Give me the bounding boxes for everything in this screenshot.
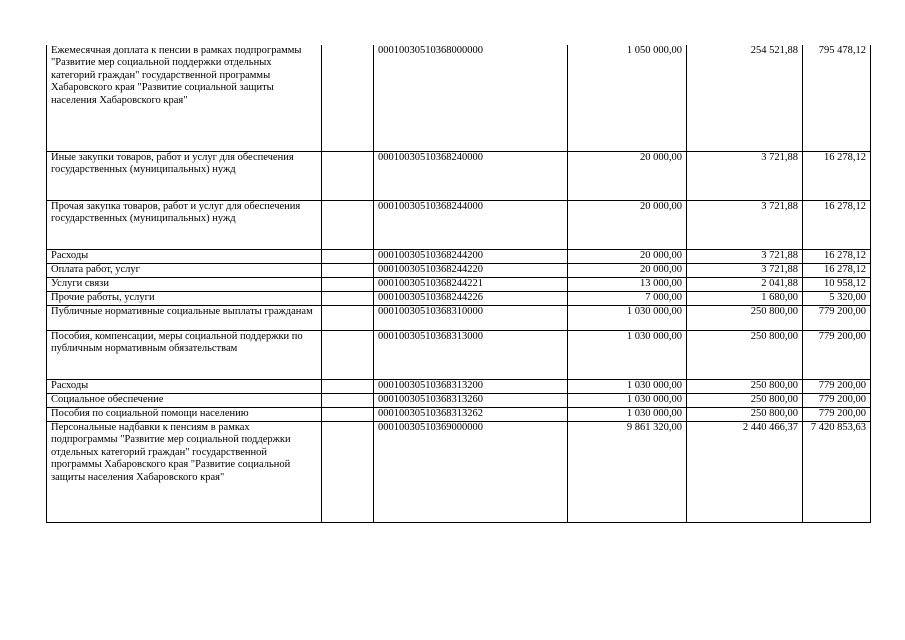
row-code-cell: 00010030510368244220 bbox=[374, 264, 568, 278]
row-name-cell: Публичные нормативные социальные выплаты гражданам bbox=[47, 306, 322, 331]
row-remainder-cell: 779 200,00 bbox=[803, 380, 871, 394]
row-executed-cell: 250 800,00 bbox=[687, 380, 803, 394]
row-blank-cell bbox=[322, 422, 374, 523]
row-blank-cell bbox=[322, 292, 374, 306]
table-row bbox=[47, 152, 871, 201]
row-blank-cell bbox=[322, 45, 374, 152]
row-blank-cell bbox=[322, 250, 374, 264]
row-plan-cell: 20 000,00 bbox=[568, 201, 687, 250]
row-executed-cell: 3 721,88 bbox=[687, 152, 803, 201]
row-name-cell: Прочие работы, услуги bbox=[47, 292, 322, 306]
row-code-cell: 00010030510368240000 bbox=[374, 152, 568, 201]
row-plan-cell: 20 000,00 bbox=[568, 152, 687, 201]
row-name-cell: Пособия по социальной помощи населению bbox=[47, 408, 322, 422]
row-name-cell: Прочая закупка товаров, работ и услуг для обеспечения государственных (муниципальных) нужд bbox=[47, 201, 322, 250]
row-remainder-cell: 16 278,12 bbox=[803, 250, 871, 264]
row-blank-cell bbox=[322, 306, 374, 331]
row-name-cell: Оплата работ, услуг bbox=[47, 264, 322, 278]
table-row bbox=[47, 408, 871, 422]
row-executed-cell: 3 721,88 bbox=[687, 201, 803, 250]
table-row bbox=[47, 45, 871, 152]
row-plan-cell: 1 030 000,00 bbox=[568, 306, 687, 331]
row-blank-cell bbox=[322, 264, 374, 278]
table-row bbox=[47, 292, 871, 306]
row-remainder-cell: 16 278,12 bbox=[803, 201, 871, 250]
row-plan-cell: 13 000,00 bbox=[568, 278, 687, 292]
row-plan-cell: 7 000,00 bbox=[568, 292, 687, 306]
row-code-cell: 00010030510368313000 bbox=[374, 331, 568, 380]
row-code-cell: 00010030510368244000 bbox=[374, 201, 568, 250]
row-executed-cell: 250 800,00 bbox=[687, 331, 803, 380]
row-remainder-cell: 779 200,00 bbox=[803, 394, 871, 408]
row-name-cell: Персональные надбавки к пенсиям в рамках подпрограммы "Развитие мер социальной поддержки отдельных категорий граждан" государственной программы Хабаровского края "Развитие социальной защиты населения Хабаровского края" bbox=[47, 422, 322, 523]
row-executed-cell: 250 800,00 bbox=[687, 306, 803, 331]
row-blank-cell bbox=[322, 394, 374, 408]
row-plan-cell: 1 030 000,00 bbox=[568, 380, 687, 394]
row-name-cell: Расходы bbox=[47, 380, 322, 394]
table-row bbox=[47, 394, 871, 408]
row-executed-cell: 250 800,00 bbox=[687, 394, 803, 408]
budget-execution-table bbox=[46, 45, 871, 523]
row-plan-cell: 1 030 000,00 bbox=[568, 408, 687, 422]
row-code-cell: 00010030510368310000 bbox=[374, 306, 568, 331]
row-name-cell: Услуги связи bbox=[47, 278, 322, 292]
row-plan-cell: 9 861 320,00 bbox=[568, 422, 687, 523]
row-remainder-cell: 779 200,00 bbox=[803, 331, 871, 380]
row-remainder-cell: 779 200,00 bbox=[803, 408, 871, 422]
row-remainder-cell: 5 320,00 bbox=[803, 292, 871, 306]
row-code-cell: 00010030510368244221 bbox=[374, 278, 568, 292]
row-remainder-cell: 795 478,12 bbox=[803, 45, 871, 152]
row-code-cell: 00010030510368244226 bbox=[374, 292, 568, 306]
row-plan-cell: 20 000,00 bbox=[568, 250, 687, 264]
row-blank-cell bbox=[322, 201, 374, 250]
table-row bbox=[47, 278, 871, 292]
row-remainder-cell: 10 958,12 bbox=[803, 278, 871, 292]
row-executed-cell: 3 721,88 bbox=[687, 250, 803, 264]
row-remainder-cell: 16 278,12 bbox=[803, 152, 871, 201]
row-plan-cell: 1 030 000,00 bbox=[568, 331, 687, 380]
row-remainder-cell: 7 420 853,63 bbox=[803, 422, 871, 523]
row-code-cell: 00010030510368000000 bbox=[374, 45, 568, 152]
row-executed-cell: 250 800,00 bbox=[687, 408, 803, 422]
row-code-cell: 00010030510368313260 bbox=[374, 394, 568, 408]
row-blank-cell bbox=[322, 408, 374, 422]
row-code-cell: 00010030510368244200 bbox=[374, 250, 568, 264]
table-row bbox=[47, 201, 871, 250]
row-name-cell: Расходы bbox=[47, 250, 322, 264]
row-code-cell: 00010030510368313262 bbox=[374, 408, 568, 422]
table-row bbox=[47, 422, 871, 523]
row-executed-cell: 3 721,88 bbox=[687, 264, 803, 278]
row-plan-cell: 20 000,00 bbox=[568, 264, 687, 278]
row-executed-cell: 2 440 466,37 bbox=[687, 422, 803, 523]
table-row bbox=[47, 331, 871, 380]
row-blank-cell bbox=[322, 278, 374, 292]
row-executed-cell: 1 680,00 bbox=[687, 292, 803, 306]
row-name-cell: Пособия, компенсации, меры социальной поддержки по публичным нормативным обязательствам bbox=[47, 331, 322, 380]
row-code-cell: 00010030510369000000 bbox=[374, 422, 568, 523]
table-row bbox=[47, 306, 871, 331]
table-row bbox=[47, 264, 871, 278]
table-body bbox=[47, 45, 871, 523]
row-executed-cell: 254 521,88 bbox=[687, 45, 803, 152]
row-plan-cell: 1 030 000,00 bbox=[568, 394, 687, 408]
row-plan-cell: 1 050 000,00 bbox=[568, 45, 687, 152]
row-blank-cell bbox=[322, 380, 374, 394]
row-name-cell: Иные закупки товаров, работ и услуг для обеспечения государственных (муниципальных) нужд bbox=[47, 152, 322, 201]
row-name-cell: Социальное обеспечение bbox=[47, 394, 322, 408]
row-remainder-cell: 779 200,00 bbox=[803, 306, 871, 331]
row-code-cell: 00010030510368313200 bbox=[374, 380, 568, 394]
row-remainder-cell: 16 278,12 bbox=[803, 264, 871, 278]
row-blank-cell bbox=[322, 331, 374, 380]
table-row bbox=[47, 250, 871, 264]
table-row bbox=[47, 380, 871, 394]
row-executed-cell: 2 041,88 bbox=[687, 278, 803, 292]
row-name-cell: Ежемесячная доплата к пенсии в рамках подпрограммы "Развитие мер социальной поддержки отдельных категорий граждан" государственной программы Хабаровского края "Развитие социальной защиты населения Хабаровского края" bbox=[47, 45, 322, 152]
row-blank-cell bbox=[322, 152, 374, 201]
